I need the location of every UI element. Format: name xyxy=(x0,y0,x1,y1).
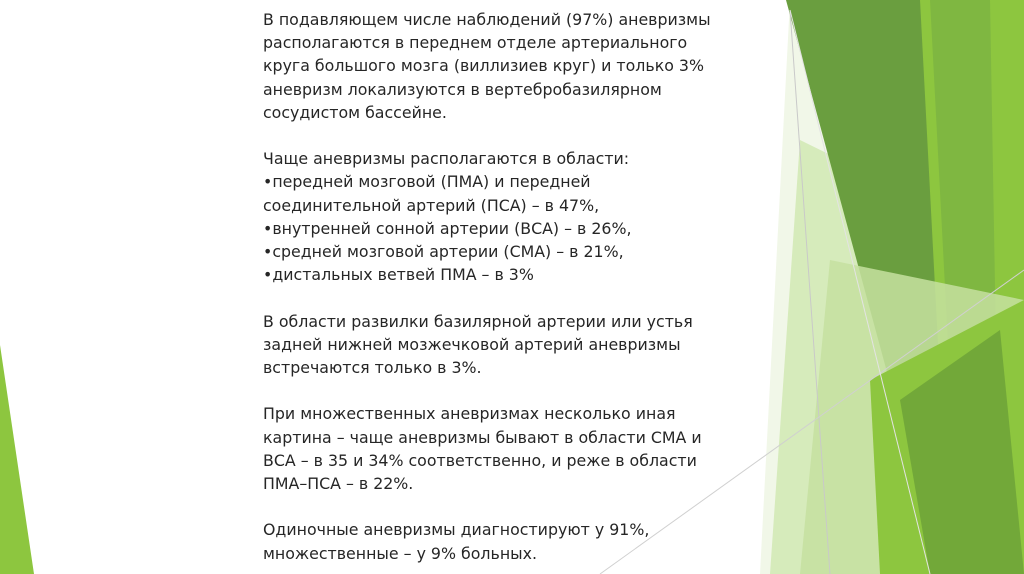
text-line: располагаются в переднем отделе артериального xyxy=(263,33,688,53)
text-line: В области развилки базилярной артерии или устья xyxy=(263,311,693,331)
paragraph-aneurysm-distribution xyxy=(263,147,763,286)
paragraph-basilar xyxy=(263,310,763,380)
text-line: ВСА – в 35 и 34% соответственно, и реже в области xyxy=(263,450,697,470)
list-item: •внутренней сонной артерии (ВСА) – в 26%, xyxy=(263,218,632,238)
text-line: задней нижней мозжечковой артерий аневризмы xyxy=(263,334,681,354)
text-line: Одиночные аневризмы диагностируют у 91%, xyxy=(263,520,650,540)
text-line: множественные – у 9% больных. xyxy=(263,543,538,563)
text-line: При множественных аневризмах несколько иная xyxy=(263,404,676,424)
text-line: круга большого мозга (виллизиев круг) и только 3% xyxy=(263,56,704,76)
text-line: Чаще аневризмы располагаются в области: xyxy=(263,149,630,169)
paragraph-aneurysm-location xyxy=(263,8,763,124)
text-line: сосудистом бассейне. xyxy=(263,102,447,122)
text-line: соединительной артерий (ПСА) – в 47%, xyxy=(263,195,600,215)
list-item: •передней мозговой (ПМА) и передней xyxy=(263,172,591,192)
text-line: аневризм локализуются в вертебробазилярном xyxy=(263,79,662,99)
text-line: картина – чаще аневризмы бывают в области СМА и xyxy=(263,427,702,447)
slide-text-body xyxy=(263,8,763,565)
paragraph-multiple-aneurysms xyxy=(263,402,763,495)
paragraph-single-vs-multiple xyxy=(263,518,763,564)
text-line: встречаются только в 3%. xyxy=(263,358,482,378)
text-line: ПМА–ПСА – в 22%. xyxy=(263,474,414,494)
left-green-triangle xyxy=(0,345,34,574)
text-line: В подавляющем числе наблюдений (97%) аневризмы xyxy=(263,10,711,29)
list-item: •средней мозговой артерии (СМА) – в 21%, xyxy=(263,242,624,262)
list-item: •дистальных ветвей ПМА – в 3% xyxy=(263,265,534,285)
